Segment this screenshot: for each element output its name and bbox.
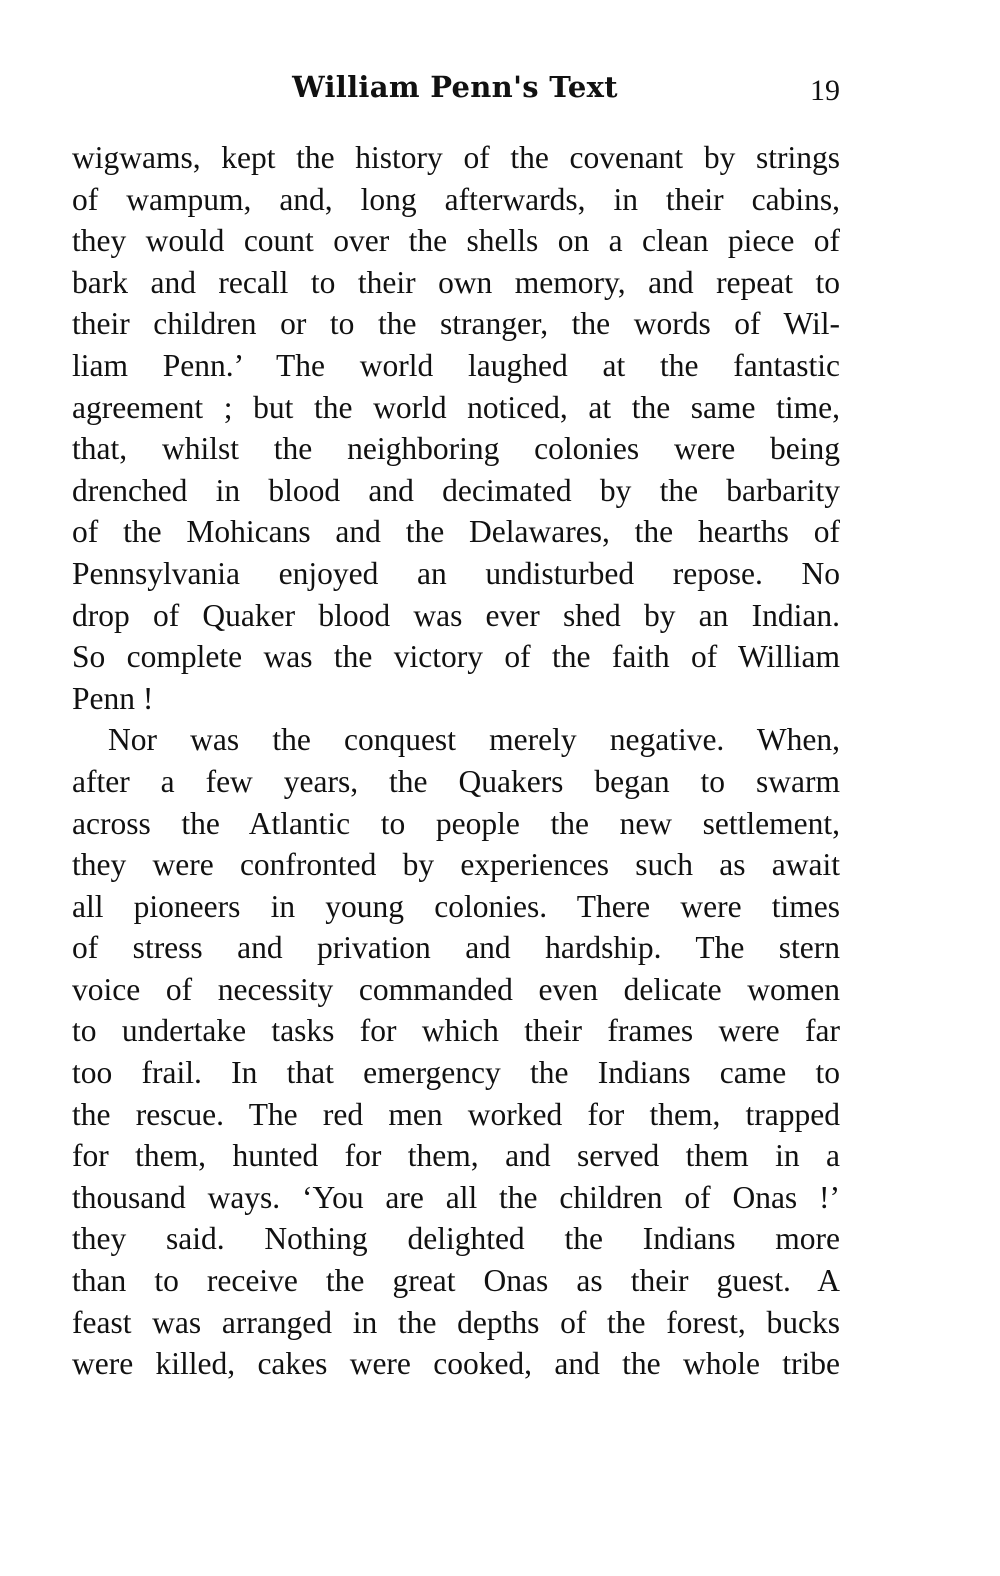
text-line: all pioneers in young colonies. There were times [72,888,840,924]
text-line: thousand ways. ‘You are all the children of Onas !’ [72,1179,840,1215]
text-line: they were confronted by experiences such as await [72,847,840,883]
text-line: drop of Quaker blood was ever shed by an Indian. [72,597,840,633]
text-line: to undertake tasks for which their frames were far [72,1013,840,1049]
running-title: William Penn's Text [292,70,618,104]
text-line: they would count over the shells on a clean piece of [72,223,840,259]
text-line: Pennsylvania enjoyed an undisturbed repose. No [72,555,840,591]
text-line: feast was arranged in the depths of the forest, bucks [72,1304,840,1340]
text-line: were killed, cakes were cooked, and the whole tribe [72,1346,840,1382]
text-line: Nor was the conquest merely negative. When, [108,722,840,758]
text-line: they said. Nothing delighted the Indians more [72,1221,840,1257]
text-line: than to receive the great Onas as their guest. A [72,1263,840,1299]
text-line: So complete was the victory of the faith of William [72,639,840,675]
text-line: Penn ! [72,680,154,716]
text-line: bark and recall to their own memory, and repeat to [72,264,840,300]
text-line: wigwams, kept the history of the covenant by strings [72,140,840,175]
text-line: of stress and privation and hardship. The stern [72,930,840,966]
paragraph-2 [72,719,840,1385]
text-line: drenched in blood and decimated by the barbarity [72,472,840,508]
text-line: voice of necessity commanded even delicate women [72,971,840,1007]
running-head [70,70,840,114]
text-line: across the Atlantic to people the new settlement, [72,805,840,841]
text-line: of the Mohicans and the Delawares, the hearths of [72,514,840,550]
text-line: the rescue. The red men worked for them, trapped [72,1096,840,1132]
text-line: after a few years, the Quakers began to swarm [72,763,840,799]
text-line: for them, hunted for them, and served them in a [72,1138,840,1174]
body-text [72,137,840,1385]
text-line: of wampum, and, long afterwards, in their cabins, [72,181,840,217]
text-line: their children or to the stranger, the words of Wil- [72,306,840,342]
text-line: too frail. In that emergency the Indians came to [72,1055,840,1091]
text-line: agreement ; but the world noticed, at the same time, [72,389,840,425]
page-number: 19 [810,74,840,107]
paragraph-1 [72,137,840,719]
text-line: that, whilst the neighboring colonies were being [72,431,840,467]
text-line: liam Penn.’ The world laughed at the fantastic [72,347,840,383]
